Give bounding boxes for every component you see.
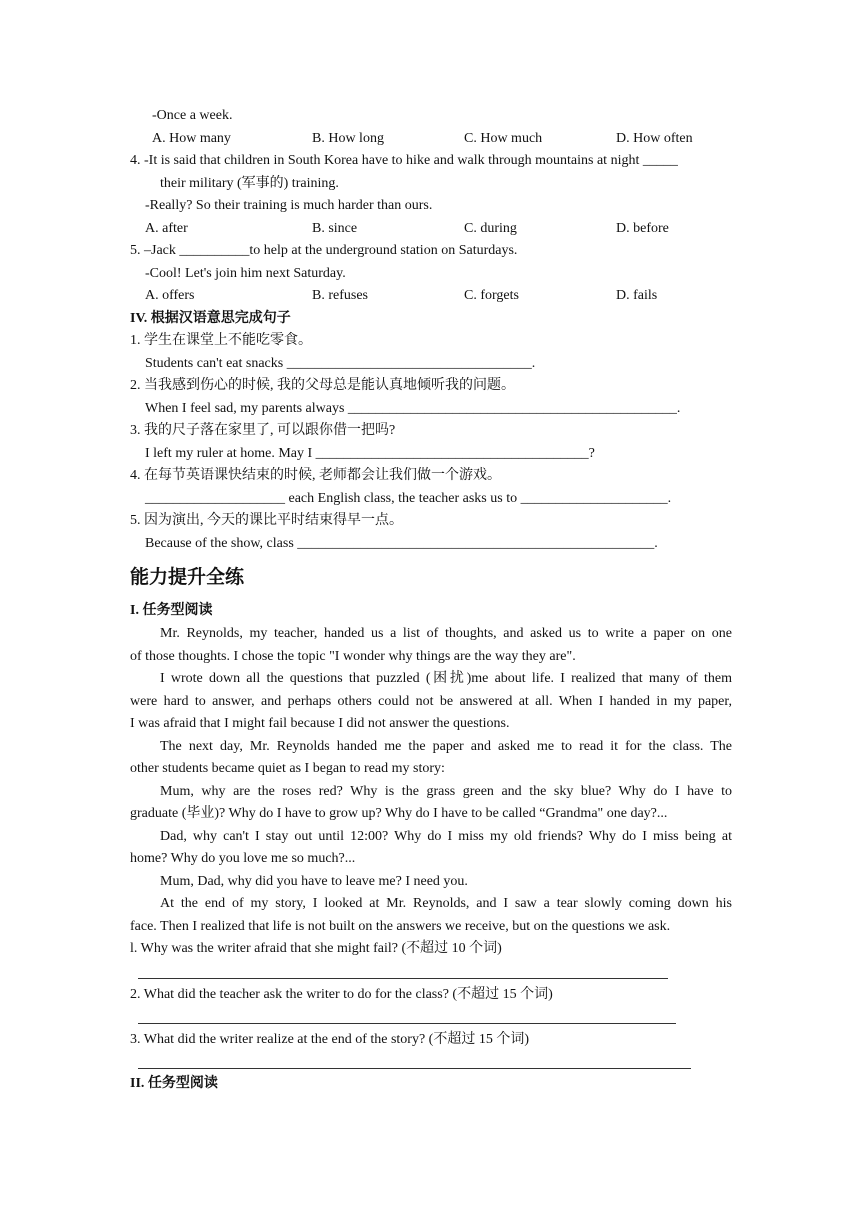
s4-item2-cn: 2. 当我感到伤心的时候, 我的父母总是能认真地倾听我的问题。 [130,378,515,393]
passage-line: I was afraid that I might fail because I did not answer the questions. [130,716,510,731]
passage-line: other students became quiet as I began to read my story: [130,761,445,776]
s4-item5-cn: 5. 因为演出, 今天的课比平时结束得早一点。 [130,513,403,528]
passage-line: The next day, Mr. Reynolds handed me the paper and asked me to read it for the class. The [160,739,732,754]
q3-option-d: D. How often [616,131,693,146]
s4-item4-cn: 4. 在每节英语课快结束的时候, 老师都会让我们做一个游戏。 [130,468,501,483]
s4-item4-en: ____________________ each English class, the teacher asks us to _____________________. [145,491,672,506]
passage-line: graduate (毕业)? Why do I have to grow up? Why do I have to be called “Grandma" one day?... [130,806,668,821]
q3-option-c: C. How much [464,131,543,146]
s4-item3-cn: 3. 我的尺子落在家里了, 可以跟你借一把吗? [130,423,396,438]
section2-title: II. 任务型阅读 [130,1076,218,1091]
passage-line: face. Then I realized that life is not built on the answers we receive, but on the questions we ask. [130,919,671,934]
q4-option-b: B. since [312,221,358,236]
passage-line: Mum, why are the roses red? Why is the grass green and the sky blue? Why do I have to [160,784,732,799]
q3-option-b: B. How long [312,131,384,146]
s4-item1-cn: 1. 学生在课堂上不能吃零食。 [130,333,312,348]
q3-answer: -Once a week. [152,108,233,123]
q5-option-a: A. offers [145,288,195,303]
passage-line: At the end of my story, I looked at Mr. Reynolds, and I saw a tear slowly coming down his [160,896,732,911]
s4-item1-en: Students can't eat snacks ___________________________________. [145,356,536,371]
q4-stem-cont: their military (军事的) training. [160,176,339,191]
question-3: 3. What did the writer realize at the end of the story? (不超过 15 个词) [130,1032,530,1047]
q4-option-d: D. before [616,221,669,236]
passage-line: of those thoughts. I chose the topic "I wonder why things are the way they are". [130,649,576,664]
s4-item5-en: Because of the show, class ___________________________________________________. [145,536,658,551]
question-1: l. Why was the writer afraid that she might fail? (不超过 10 个词) [130,941,502,956]
section1-title: I. 任务型阅读 [130,603,213,618]
section4-title: IV. 根据汉语意思完成句子 [130,311,291,326]
q4-option-a: A. after [145,221,188,236]
s4-item3-en: I left my ruler at home. May I _______________________________________? [145,446,595,461]
q3-options [152,130,693,148]
question-2: 2. What did the teacher ask the writer to do for the class? (不超过 15 个词) [130,987,553,1002]
ability-heading: 能力提升全练 [130,566,245,588]
passage-line: I wrote down all the questions that puzzled (困扰)me about life. I realized that many of them [160,671,732,686]
q4-reply: -Really? So their training is much harder than ours. [145,198,433,213]
q4-stem: 4. -It is said that children in South Korea have to hike and walk through mountains at night _____ [130,153,678,168]
answer-line-1 [138,978,668,979]
passage-line: home? Why do you love me so much?... [130,851,356,866]
answer-line-3 [138,1068,691,1069]
answer-line-2 [138,1023,676,1024]
passage-line: Dad, why can't I stay out until 12:00? Why do I miss my old friends? Why do I miss being at [160,829,732,844]
q5-stem: 5. –Jack __________to help at the underground station on Saturdays. [130,243,518,258]
q5-option-c: C. forgets [464,288,519,303]
q5-options [145,287,657,305]
q4-options [145,220,669,238]
q4-option-c: C. during [464,221,517,236]
q5-reply: -Cool! Let's join him next Saturday. [145,266,346,281]
s4-item2-en: When I feel sad, my parents always _______________________________________________. [145,401,681,416]
q5-option-d: D. fails [616,288,658,303]
q5-option-b: B. refuses [312,288,368,303]
passage-line: Mum, Dad, why did you have to leave me? I need you. [160,874,468,889]
passage-line: Mr. Reynolds, my teacher, handed us a list of thoughts, and asked us to write a paper on one [160,626,732,641]
q3-option-a: A. How many [152,131,231,146]
passage-line: were hard to answer, and perhaps others could not be answered at all. When I handed in my paper, [130,694,732,709]
